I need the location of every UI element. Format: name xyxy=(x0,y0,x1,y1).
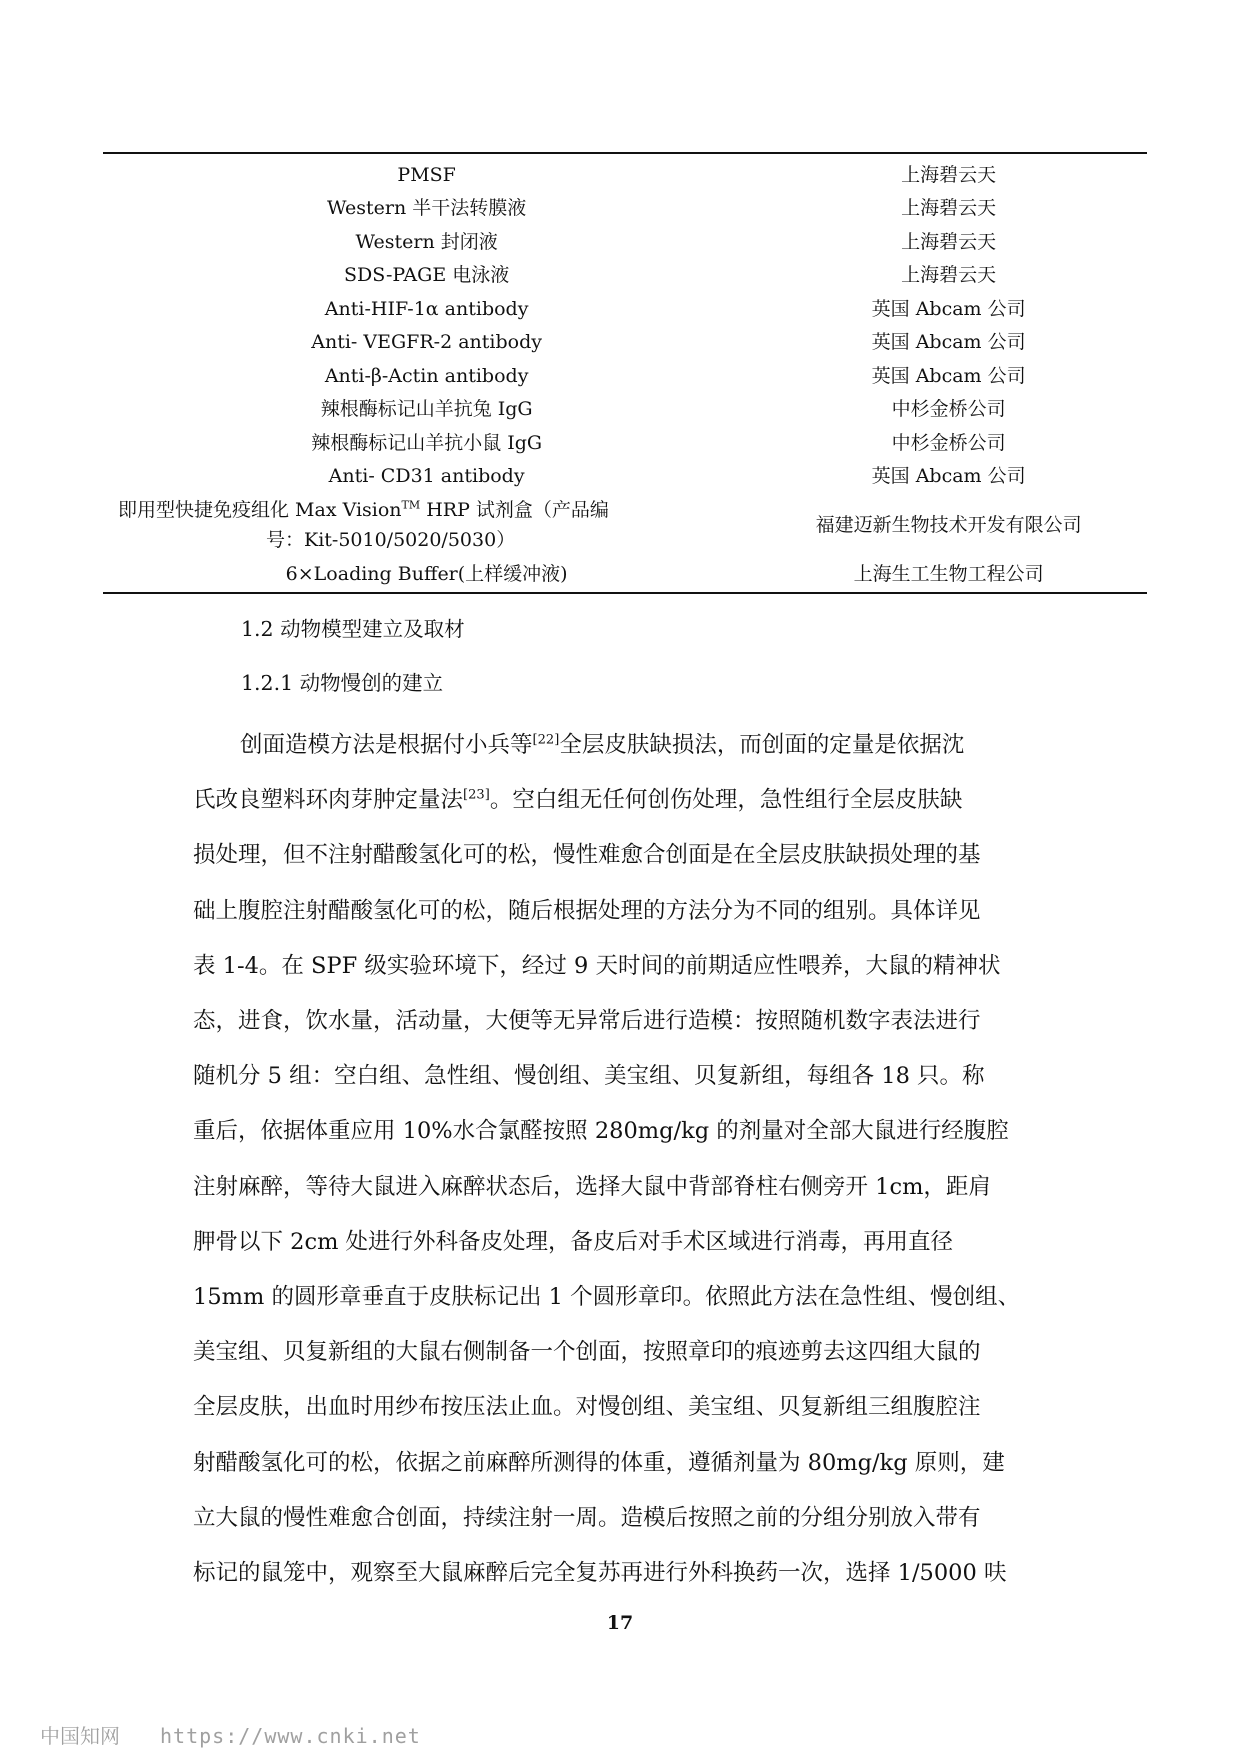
reagent-name: Anti-HIF-1α antibody xyxy=(324,297,529,320)
reagent-supplier: 中杉金桥公司 xyxy=(891,431,1006,454)
reagent-supplier: 上海碧云天 xyxy=(901,197,997,220)
text-segment: 氏改良塑料环肉芽肿定量法 xyxy=(193,787,464,814)
subsection-heading: 1.2.1 动物慢创的建立 xyxy=(241,671,444,695)
table-row xyxy=(103,259,1147,293)
table-row xyxy=(103,225,1147,259)
reagent-name: 辣根酶标记山羊抗小鼠 IgG xyxy=(311,431,543,454)
reagent-supplier: 英国 Abcam 公司 xyxy=(871,297,1026,320)
kit-name-post: HRP 试剂盒（产品编 xyxy=(420,499,609,521)
kit-name-line-1 xyxy=(103,495,750,525)
reagent-name: Anti-β-Actin antibody xyxy=(324,364,529,387)
body-paragraph xyxy=(193,718,1061,1601)
table-row xyxy=(103,192,1147,226)
text-line: 美宝组、贝复新组的大鼠右侧制备一个创面，按照章印的痕迹剪去这四组大鼠的 xyxy=(193,1339,981,1366)
table-row xyxy=(103,359,1147,393)
table-row xyxy=(103,460,1147,494)
text-line: 立大鼠的慢性难愈合创面，持续注射一周。造模后按照之前的分组分别放入带有 xyxy=(193,1504,981,1531)
reagent-name: Anti- CD31 antibody xyxy=(328,465,525,488)
text-segment: 。空白组无任何创伤处理，急性组行全层皮肤缺 xyxy=(489,787,963,814)
reagent-supplier: 上海碧云天 xyxy=(901,264,997,287)
table-row xyxy=(103,493,1147,557)
text-line: 注射麻醉，等待大鼠进入麻醉状态后，选择大鼠中背部脊柱右侧旁开 1cm，距肩 xyxy=(193,1173,991,1200)
text-line: 胛骨以下 2cm 处进行外科备皮处理，备皮后对手术区域进行消毒，再用直径 xyxy=(193,1228,954,1255)
reagent-supplier: 福建迈新生物技术开发有限公司 xyxy=(815,514,1082,536)
footer-url: https://www.cnki.net xyxy=(160,1724,421,1748)
watermark-footer xyxy=(40,1720,421,1749)
page-number: 17 xyxy=(606,1612,634,1634)
table-row xyxy=(103,557,1147,591)
reagent-supplier: 上海生工生物工程公司 xyxy=(853,562,1044,585)
table-row xyxy=(103,326,1147,360)
text-segment: 全层皮肤缺损法，而创面的定量是依据沈 xyxy=(559,732,965,758)
reagent-name: SDS-PAGE 电泳液 xyxy=(344,264,510,287)
text-line: 础上腹腔注射醋酸氢化可的松，随后根据处理的方法分为不同的组别。具体详见 xyxy=(193,897,981,924)
section-heading: 1.2 动物模型建立及取材 xyxy=(241,617,465,641)
citation-ref: [22] xyxy=(532,732,560,748)
text-line: 全层皮肤，出血时用纱布按压法止血。对慢创组、美宝组、贝复新组三组腹腔注 xyxy=(193,1394,981,1421)
reagent-supplier: 上海碧云天 xyxy=(901,230,997,253)
reagent-name: Western 封闭液 xyxy=(355,230,498,253)
text-line: 标记的鼠笼中，观察至大鼠麻醉后完全复苏再进行外科换药一次，选择 1/5000 呋 xyxy=(193,1560,1007,1587)
reagent-name: Western 半干法转膜液 xyxy=(327,197,527,220)
table-row xyxy=(103,158,1147,192)
kit-name-line-2: 号：Kit-5010/5020/5030） xyxy=(266,529,516,551)
text-line: 表 1-4。在 SPF 级实验环境下，经过 9 天时间的前期适应性喂养，大鼠的精神状 xyxy=(193,952,1001,979)
text-line xyxy=(193,718,1061,773)
reagent-table xyxy=(103,152,1147,594)
reagent-supplier: 英国 Abcam 公司 xyxy=(871,465,1026,488)
text-line: 15mm 的圆形章垂直于皮肤标记出 1 个圆形章印。依照此方法在急性组、慢创组、 xyxy=(193,1284,1021,1311)
reagent-supplier: 上海碧云天 xyxy=(901,163,997,186)
table-row xyxy=(103,292,1147,326)
reagent-table-body xyxy=(103,158,1147,591)
table-row xyxy=(103,426,1147,460)
citation-ref: [23] xyxy=(463,787,490,803)
text-line: 态，进食，饮水量，活动量，大便等无异常后进行造模：按照随机数字表法进行 xyxy=(193,1008,981,1035)
reagent-name-kit xyxy=(103,493,750,557)
reagent-supplier: 中杉金桥公司 xyxy=(891,398,1006,421)
reagent-name: 辣根酶标记山羊抗兔 IgG xyxy=(320,398,533,421)
table-row xyxy=(103,393,1147,427)
reagent-name: PMSF xyxy=(397,163,456,186)
text-line: 损处理，但不注射醋酸氢化可的松，慢性难愈合创面是在全层皮肤缺损处理的基 xyxy=(193,842,981,869)
text-segment: 创面造模方法是根据付小兵等 xyxy=(240,732,533,758)
kit-name-pre: 即用型快捷免疫组化 Max Vision xyxy=(118,499,402,521)
reagent-supplier: 英国 Abcam 公司 xyxy=(871,331,1026,354)
reagent-name: 6×Loading Buffer(上样缓冲液) xyxy=(285,562,568,585)
text-line: 射醋酸氢化可的松，依据之前麻醉所测得的体重，遵循剂量为 80mg/kg 原则，建 xyxy=(193,1449,1005,1476)
reagent-supplier: 英国 Abcam 公司 xyxy=(871,364,1026,387)
footer-brand: 中国知网 xyxy=(40,1724,120,1748)
reagent-name: Anti- VEGFR-2 antibody xyxy=(311,331,542,354)
text-line xyxy=(193,773,1061,828)
text-line: 随机分 5 组：空白组、急性组、慢创组、美宝组、贝复新组，每组各 18 只。称 xyxy=(193,1063,985,1090)
text-line: 重后，依据体重应用 10%水合氯醛按照 280mg/kg 的剂量对全部大鼠进行经腹腔 xyxy=(193,1118,1009,1145)
trademark-mark: TM xyxy=(401,498,421,512)
